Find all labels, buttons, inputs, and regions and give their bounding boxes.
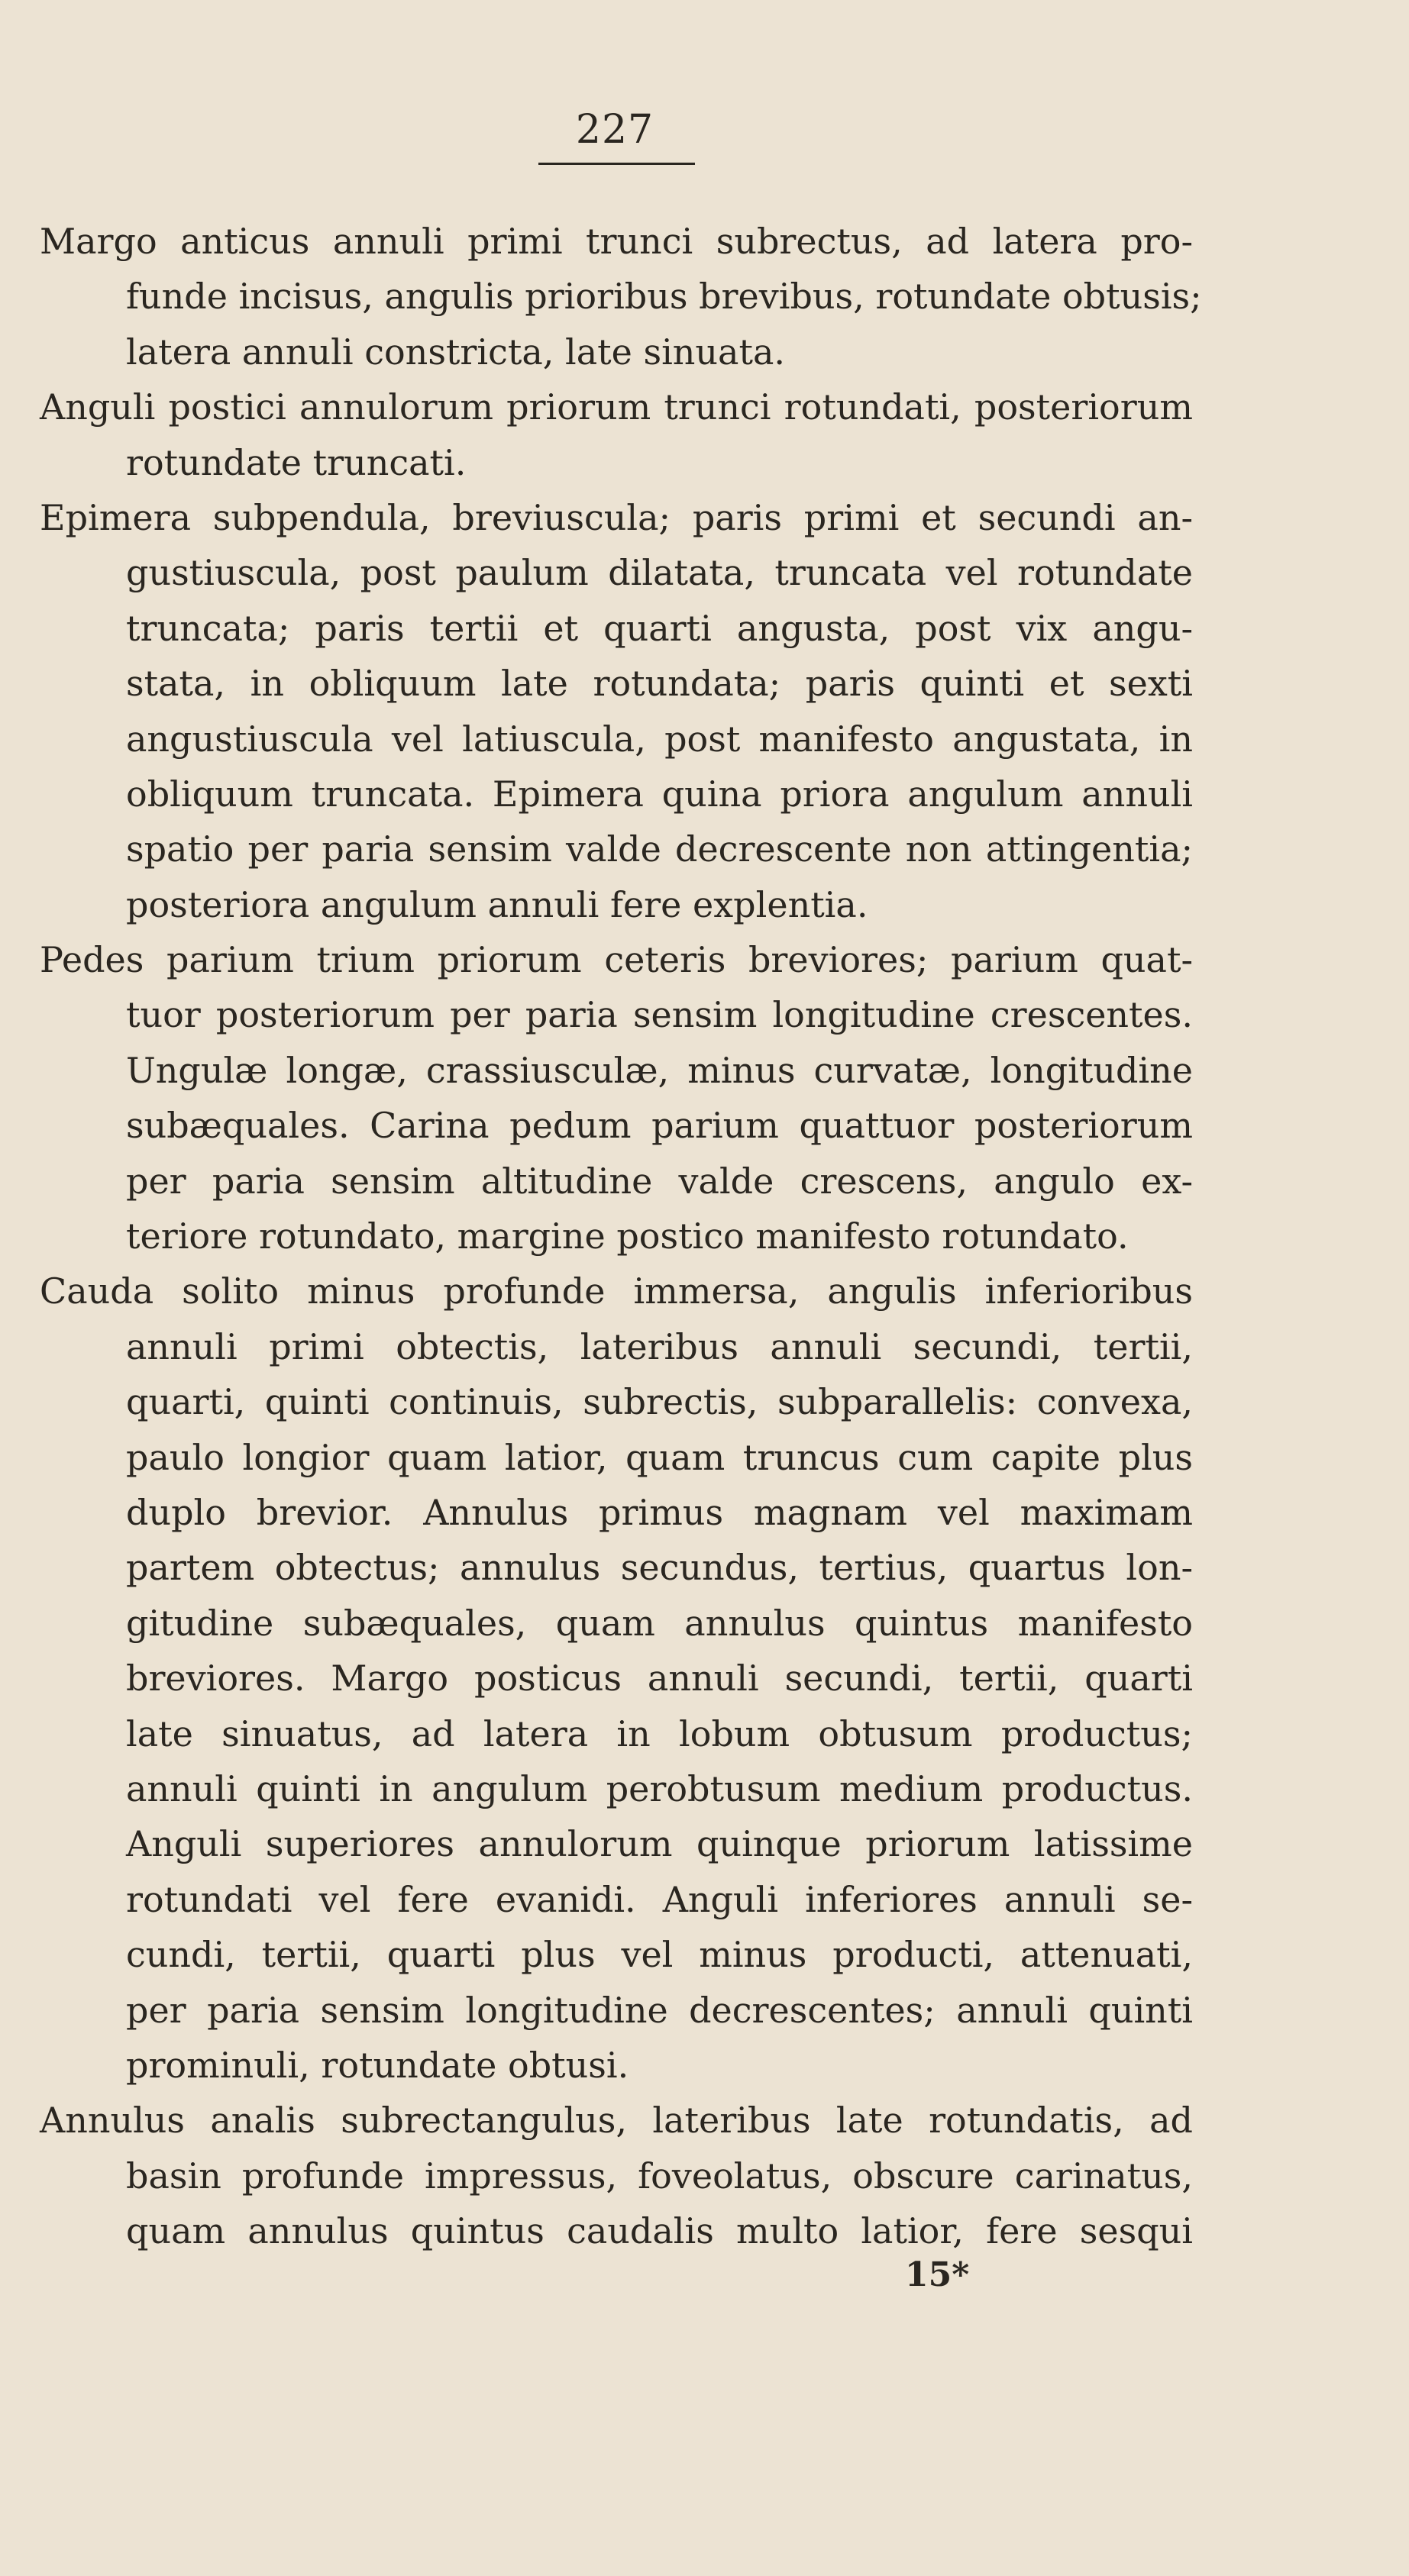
text-line: Cauda solito minus profunde immersa, angulis inferioribus [40, 1270, 1193, 1312]
text-line: late sinuatus, ad latera in lobum obtusum productus; [126, 1712, 1193, 1754]
text-line: cundi, tertii, quarti plus vel minus producti, attenuati, [126, 1934, 1193, 1976]
text-line: gustiuscula, post paulum dilatata, truncata vel rotundate [126, 552, 1193, 594]
text-line: obliquum truncata. Epimera quina priora angulum annuli [126, 773, 1193, 815]
paragraph-entry [40, 932, 1193, 1264]
text-line: rotundate truncati. [126, 441, 467, 483]
body-text [40, 214, 1202, 2258]
text-line: subæquales. Carina pedum parium quattuor posteriorum [126, 1105, 1193, 1147]
text-line: prominuli, rotundate obtusi. [126, 2044, 629, 2086]
text-line: teriore rotundato, margine postico manifesto rotundato. [126, 1215, 1129, 1257]
text-line: truncata; paris tertii et quarti angusta, post vix angu- [126, 607, 1193, 649]
text-line: Margo anticus annuli primi trunci subrectus, ad latera pro- [40, 221, 1193, 262]
paragraph-entry [40, 490, 1193, 932]
text-line: duplo brevior. Annulus primus magnam vel maximam [126, 1491, 1193, 1533]
signature-mark: 15* [905, 2255, 970, 2294]
text-line: Annulus analis subrectangulus, lateribus late rotundatis, ad [40, 2100, 1193, 2142]
text-line: Pedes parium trium priorum ceteris breviores; parium quat- [40, 939, 1193, 981]
text-line: breviores. Margo posticus annuli secundi, tertii, quarti [126, 1658, 1193, 1700]
text-line: latera annuli constricta, late sinuata. [126, 331, 786, 373]
page-number: 227 [575, 107, 654, 153]
text-line: annuli quinti in angulum perobtusum medium productus. [126, 1767, 1193, 1809]
text-line: Anguli superiores annulorum quinque priorum latissime [126, 1823, 1193, 1865]
text-line: stata, in obliquum late rotundata; paris quinti et sexti [126, 663, 1193, 705]
text-line: basin profunde impressus, foveolatus, obscure carinatus, [126, 2155, 1193, 2197]
text-line: quarti, quinti continuis, subrectis, subparallelis: convexa, [126, 1381, 1193, 1423]
paragraph-entry [40, 2093, 1193, 2258]
text-line: tuor posteriorum per paria sensim longitudine crescentes. [126, 994, 1193, 1036]
text-line: paulo longior quam latior, quam truncus cum capite plus [126, 1436, 1193, 1478]
paragraph-entry [40, 379, 1193, 490]
text-line: Epimera subpendula, breviuscula; paris primi et secundi an- [40, 496, 1193, 538]
text-line: annuli primi obtectis, lateribus annuli secundi, tertii, [126, 1325, 1193, 1367]
text-line: angustiuscula vel latiuscula, post manifesto angustata, in [126, 718, 1193, 760]
text-line: spatio per paria sensim valde decrescente non attingentia; [126, 828, 1193, 870]
paragraph-entry [40, 214, 1202, 379]
text-line: partem obtectus; annulus secundus, tertius, quartus lon- [126, 1547, 1193, 1589]
text-line: per paria sensim longitudine decrescentes; annuli quinti [126, 1989, 1193, 2031]
text-line: Anguli postici annulorum priorum trunci rotundati, posteriorum [40, 386, 1193, 428]
text-line: gitudine subæquales, quam annulus quintus manifesto [126, 1602, 1193, 1644]
text-line: quam annulus quintus caudalis multo latior, fere sesqui [126, 2210, 1193, 2252]
page-number-rule [538, 163, 695, 165]
text-line: posteriora angulum annuli fere explentia. [126, 883, 868, 925]
paragraph-entry [40, 1264, 1193, 2093]
text-line: Ungulæ longæ, crassiusculæ, minus curvatæ, longitudine [126, 1049, 1193, 1091]
text-line: funde incisus, angulis prioribus brevibus, rotundate obtusis; [126, 276, 1202, 318]
text-line: rotundati vel fere evanidi. Anguli inferiores annuli se- [126, 1878, 1193, 1920]
text-line: per paria sensim altitudine valde crescens, angulo ex- [126, 1160, 1193, 1202]
